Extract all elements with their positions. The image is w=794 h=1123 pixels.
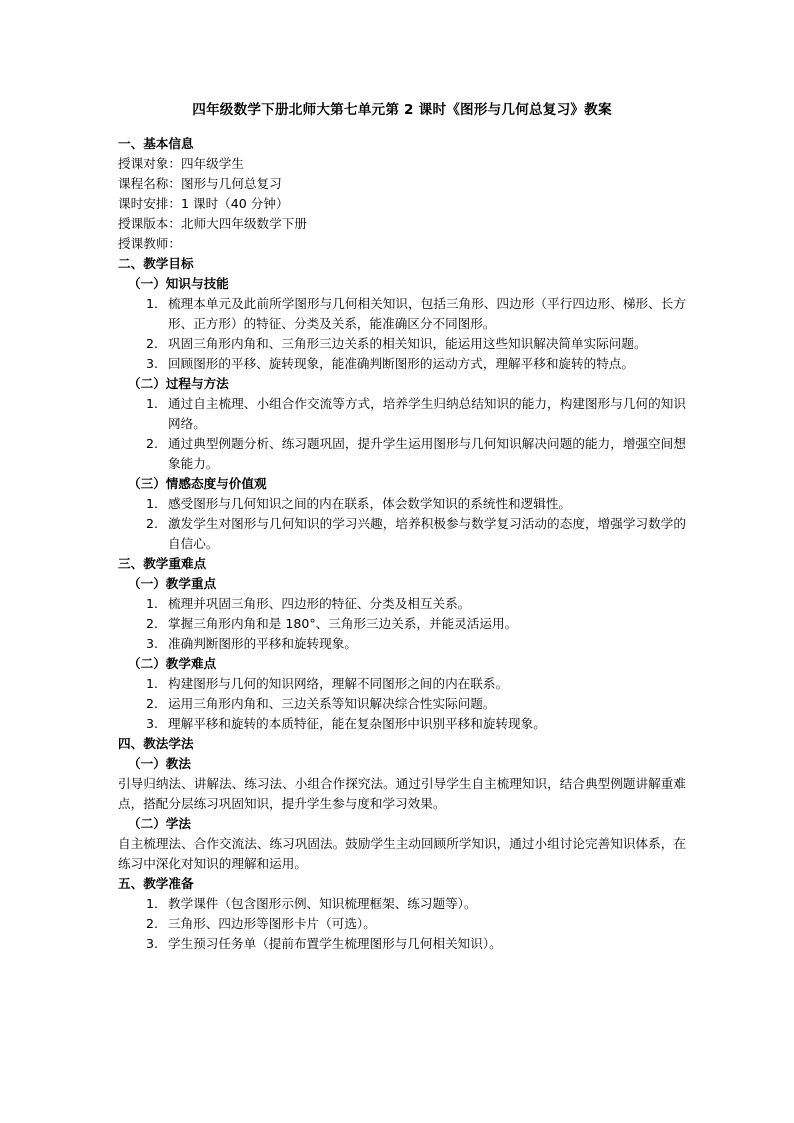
info-line: 课程名称：图形与几何总复习	[118, 176, 282, 191]
list-item-text: 通过典型例题分析、练习题巩固，提升学生运用图形与几何知识解决问题的能力，增强空间想象能力。	[168, 436, 686, 471]
list-item	[118, 294, 686, 334]
list-item	[118, 714, 686, 734]
list-item	[118, 334, 686, 354]
list-item-text: 回顾图形的平移、旋转现象，能准确判断图形的运动方式，理解平移和旋转的特点。	[168, 356, 634, 371]
key-point-list	[118, 594, 686, 654]
list-item	[118, 494, 686, 514]
list-item	[118, 694, 686, 714]
list-item	[118, 914, 686, 934]
list-item-text: 运用三角形内角和、三边关系等知识解决综合性实际问题。	[168, 696, 496, 711]
list-item-number: 2.	[146, 516, 159, 531]
document-body	[118, 100, 686, 954]
objective-list	[118, 394, 686, 474]
subsection-heading: （三）情感态度与价值观	[128, 476, 267, 491]
list-item	[118, 354, 686, 374]
list-item-number: 1.	[146, 676, 159, 691]
list-item-number: 1.	[146, 496, 159, 511]
list-item	[118, 514, 686, 554]
list-item	[118, 894, 686, 914]
section-teaching-objectives	[118, 254, 686, 554]
list-item-number: 2.	[146, 916, 159, 931]
list-item-text: 三角形、四边形等图形卡片（可选）。	[168, 916, 376, 931]
list-item-text: 梳理本单元及此前所学图形与几何相关知识，包括三角形、四边形（平行四边形、梯形、长方形、正方形）的特征、分类及关系，能准确区分不同图形。	[168, 296, 686, 331]
list-item	[118, 594, 686, 614]
list-item-text: 激发学生对图形与几何知识的学习兴趣，培养积极参与数学复习活动的态度，增强学习数学的自信心。	[168, 516, 686, 551]
section-heading: 二、教学目标	[118, 256, 194, 271]
section-teaching-learning-methods	[118, 734, 686, 874]
list-item-text: 感受图形与几何知识之间的内在联系，体会数学知识的系统性和逻辑性。	[168, 496, 571, 511]
list-item-number: 3.	[146, 716, 159, 731]
info-line: 课时安排：1 课时（40 分钟）	[118, 196, 289, 211]
section-teaching-preparation	[118, 874, 686, 954]
subsection-heading: （二）学法	[128, 816, 191, 831]
list-item-text: 准确判断图形的平移和旋转现象。	[168, 636, 357, 651]
info-line: 授课对象：四年级学生	[118, 156, 244, 171]
list-item-text: 理解平移和旋转的本质特征，能在复杂图形中识别平移和旋转现象。	[168, 716, 546, 731]
list-item-number: 3.	[146, 936, 159, 951]
objective-list	[118, 494, 686, 554]
list-item-number: 1.	[146, 396, 159, 411]
info-line: 授课教师：	[118, 236, 181, 251]
list-item-number: 1.	[146, 896, 159, 911]
difficult-point-list	[118, 674, 686, 734]
objective-list	[118, 294, 686, 374]
list-item-number: 3.	[146, 356, 159, 371]
section-key-difficult-points	[118, 554, 686, 734]
subsection-heading: （一）教法	[128, 756, 191, 771]
list-item-number: 1.	[146, 296, 159, 311]
preparation-list	[118, 894, 686, 954]
subsection-heading: （一）知识与技能	[128, 276, 229, 291]
learning-method-paragraph: 自主梳理法、合作交流法、练习巩固法。鼓励学生主动回顾所学知识，通过小组讨论完善知识体系，在练习中深化对知识的理解和运用。	[118, 836, 686, 871]
section-heading: 三、教学重难点	[118, 556, 207, 571]
list-item	[118, 434, 686, 474]
section-basic-info	[118, 134, 686, 254]
subsection-heading: （二）教学难点	[128, 656, 217, 671]
list-item-text: 巩固三角形内角和、三角形三边关系的相关知识，能运用这些知识解决简单实际问题。	[168, 336, 647, 351]
list-item-text: 构建图形与几何的知识网络，理解不同图形之间的内在联系。	[168, 676, 509, 691]
list-item-number: 3.	[146, 636, 159, 651]
list-item-number: 2.	[146, 436, 159, 451]
page-title: 四年级数学下册北师大第七单元第 2 课时《图形与几何总复习》教案	[192, 102, 612, 118]
list-item-text: 学生预习任务单（提前布置学生梳理图形与几何相关知识）。	[168, 936, 502, 951]
list-item	[118, 674, 686, 694]
list-item-number: 2.	[146, 336, 159, 351]
list-item	[118, 394, 686, 434]
teaching-method-paragraph: 引导归纳法、讲解法、练习法、小组合作探究法。通过引导学生自主梳理知识，结合典型例题讲解重难点，搭配分层练习巩固知识，提升学生参与度和学习效果。	[118, 776, 686, 811]
list-item-number: 1.	[146, 596, 159, 611]
list-item	[118, 934, 686, 954]
list-item-number: 2.	[146, 616, 159, 631]
list-item-text: 通过自主梳理、小组合作交流等方式，培养学生归纳总结知识的能力，构建图形与几何的知识网络。	[168, 396, 686, 431]
list-item-text: 掌握三角形内角和是 180°、三角形三边关系，并能灵活运用。	[168, 616, 518, 631]
subsection-heading: （二）过程与方法	[128, 376, 229, 391]
list-item-text: 教学课件（包含图形示例、知识梳理框架、练习题等）。	[168, 896, 477, 911]
list-item	[118, 614, 686, 634]
section-heading: 一、基本信息	[118, 136, 194, 151]
list-item-number: 2.	[146, 696, 159, 711]
subsection-heading: （一）教学重点	[128, 576, 217, 591]
section-heading: 四、教法学法	[118, 736, 194, 751]
list-item	[118, 634, 686, 654]
list-item-text: 梳理并巩固三角形、四边形的特征、分类及相互关系。	[168, 596, 471, 611]
info-line: 授课版本：北师大四年级数学下册	[118, 216, 307, 231]
section-heading: 五、教学准备	[118, 876, 194, 891]
